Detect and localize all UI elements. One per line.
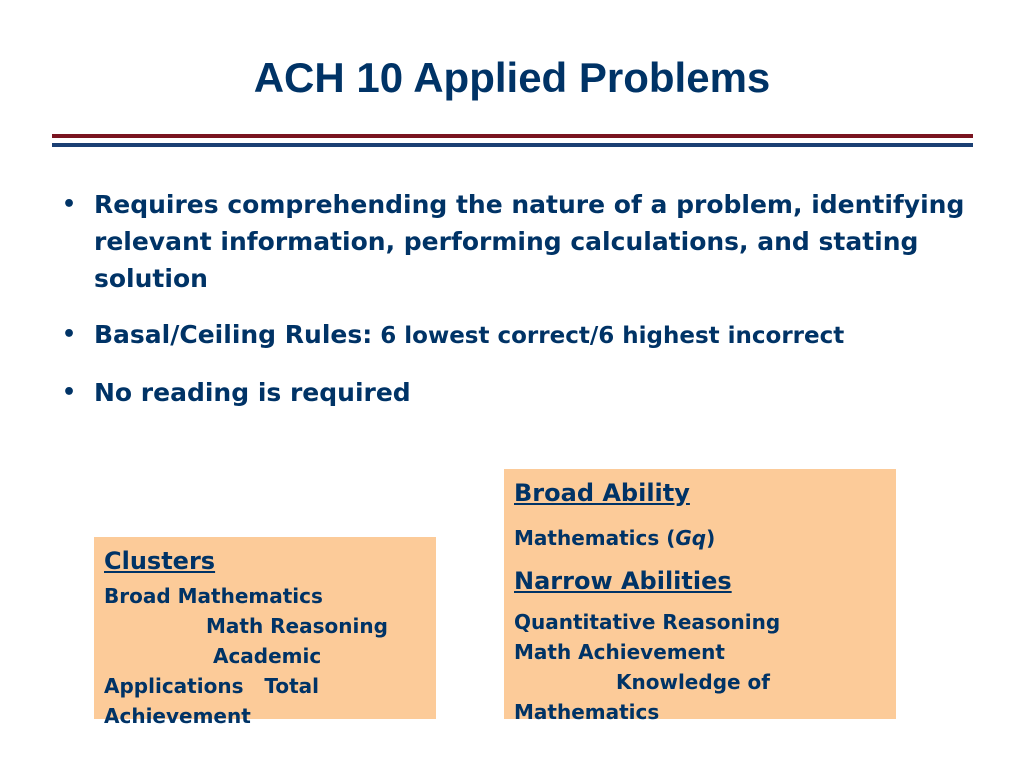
broad-ability-item — [514, 523, 886, 553]
bullet-item — [62, 374, 992, 411]
bullet-dot-icon: • — [62, 380, 77, 405]
title-divider-blue — [52, 143, 973, 147]
bullet-label: Basal/Ceiling Rules: — [94, 320, 373, 349]
cluster-item: Applications Total — [104, 674, 319, 698]
bullet-text: No reading is required — [94, 378, 411, 407]
clusters-heading: Clusters — [104, 547, 216, 575]
bullet-text: Requires comprehending the nature of a problem, identifying relevant information, performing calculations, and stating solution — [94, 190, 965, 293]
broad-ability-code: Gq — [675, 526, 707, 550]
narrow-ability-item: Quantitative Reasoning — [514, 610, 781, 634]
broad-ability-heading: Broad Ability — [514, 479, 690, 507]
cluster-item: Academic — [206, 644, 322, 668]
bullet-item — [62, 186, 992, 297]
title-divider-red — [52, 134, 973, 138]
bullet-list — [62, 186, 992, 430]
slide-title: ACH 10 Applied Problems — [253, 54, 771, 101]
narrow-ability-item: Mathematics — [514, 700, 660, 724]
clusters-box — [94, 537, 436, 728]
bullet-dot-icon: • — [62, 192, 77, 217]
cluster-item: Broad Mathematics — [104, 584, 323, 608]
bullet-value: 6 lowest correct/6 highest incorrect — [372, 323, 845, 349]
narrow-ability-item: Math Achievement — [514, 640, 725, 664]
bullet-item — [62, 316, 992, 355]
narrow-ability-item: Knowledge of — [616, 670, 770, 694]
cluster-item: Math Reasoning — [206, 614, 388, 638]
broad-ability-code-open: ( — [666, 526, 676, 550]
broad-ability-name: Mathematics — [514, 526, 667, 550]
broad-ability-box — [504, 469, 896, 724]
cluster-item: Achievement — [104, 704, 251, 728]
bullet-dot-icon: • — [62, 322, 77, 347]
narrow-abilities-heading: Narrow Abilities — [514, 567, 732, 595]
broad-ability-code-close: ) — [706, 526, 716, 550]
